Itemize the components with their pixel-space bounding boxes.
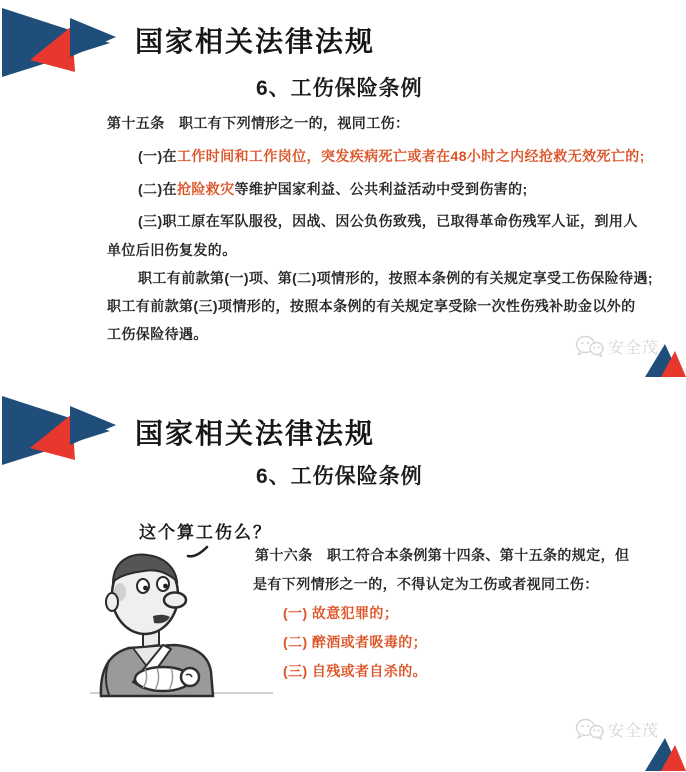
article15-item3-line1: (三)职工原在军队服役，因战、因公负伤致残，已取得革命伤残军人证，到用人 bbox=[138, 213, 638, 229]
injured-worker-cartoon bbox=[85, 548, 277, 698]
slide-1 bbox=[0, 0, 686, 378]
article16-item-2: (二) 醉酒或者吸毒的； bbox=[283, 634, 428, 650]
wechat-icon bbox=[575, 335, 604, 358]
article16-line2: 是有下列情形之一的，不得认定为工伤或者视同工伤： bbox=[253, 576, 599, 592]
article15-item1 bbox=[138, 147, 645, 165]
corner-triangles-icon bbox=[644, 737, 686, 772]
logo-triangles-icon bbox=[0, 5, 122, 85]
brand-watermark-text: 安全茂 bbox=[608, 723, 660, 740]
article15-para2-line3: 工伤保险待遇。 bbox=[107, 326, 208, 342]
item2-highlight: 抢险救灾 bbox=[176, 181, 235, 197]
item2-rest: 等维护国家利益、公共利益活动中受到伤害的; bbox=[234, 181, 528, 197]
article15-item3-line2: 单位后旧伤复发的。 bbox=[107, 242, 237, 258]
article15-intro: 第十五条 职工有下列情形之一的，视同工伤： bbox=[107, 115, 410, 131]
article15-para2-line1: 职工有前款第(一)项、第(二)项情形的，按照本条例的有关规定享受工伤保险待遇; bbox=[138, 270, 653, 286]
article15-item2 bbox=[138, 180, 528, 198]
slide1-title: 国家相关法律法规 bbox=[135, 26, 376, 57]
slide2-title: 国家相关法律法规 bbox=[135, 418, 376, 449]
wechat-icon bbox=[575, 718, 604, 741]
article16-line1: 第十六条 职工符合本条例第十四条、第十五条的规定，但 bbox=[255, 547, 630, 563]
item1-highlight: 工作时间和工作岗位，突发疾病死亡或者在48小时之内经抢救无效死亡的; bbox=[176, 148, 645, 164]
logo-triangles-icon bbox=[0, 393, 122, 473]
article16-item-3: (三) 自残或者自杀的。 bbox=[283, 663, 428, 679]
slide1-subtitle: 6、工伤保险条例 bbox=[256, 77, 423, 100]
corner-triangles-icon bbox=[644, 343, 686, 378]
brand-watermark-text: 安全茂 bbox=[608, 340, 660, 357]
slide-2 bbox=[0, 390, 686, 768]
item1-prefix: (一)在 bbox=[138, 148, 177, 164]
item2-prefix: (二)在 bbox=[138, 181, 177, 197]
cartoon-speech-text: 这个算工伤么？ bbox=[139, 523, 272, 542]
slide2-subtitle: 6、工伤保险条例 bbox=[256, 465, 423, 488]
article16-item-1: (一) 故意犯罪的； bbox=[283, 605, 399, 621]
article15-para2-line2: 职工有前款第(三)项情形的，按照本条例的有关规定享受除一次性伤残补助金以外的 bbox=[107, 298, 636, 314]
